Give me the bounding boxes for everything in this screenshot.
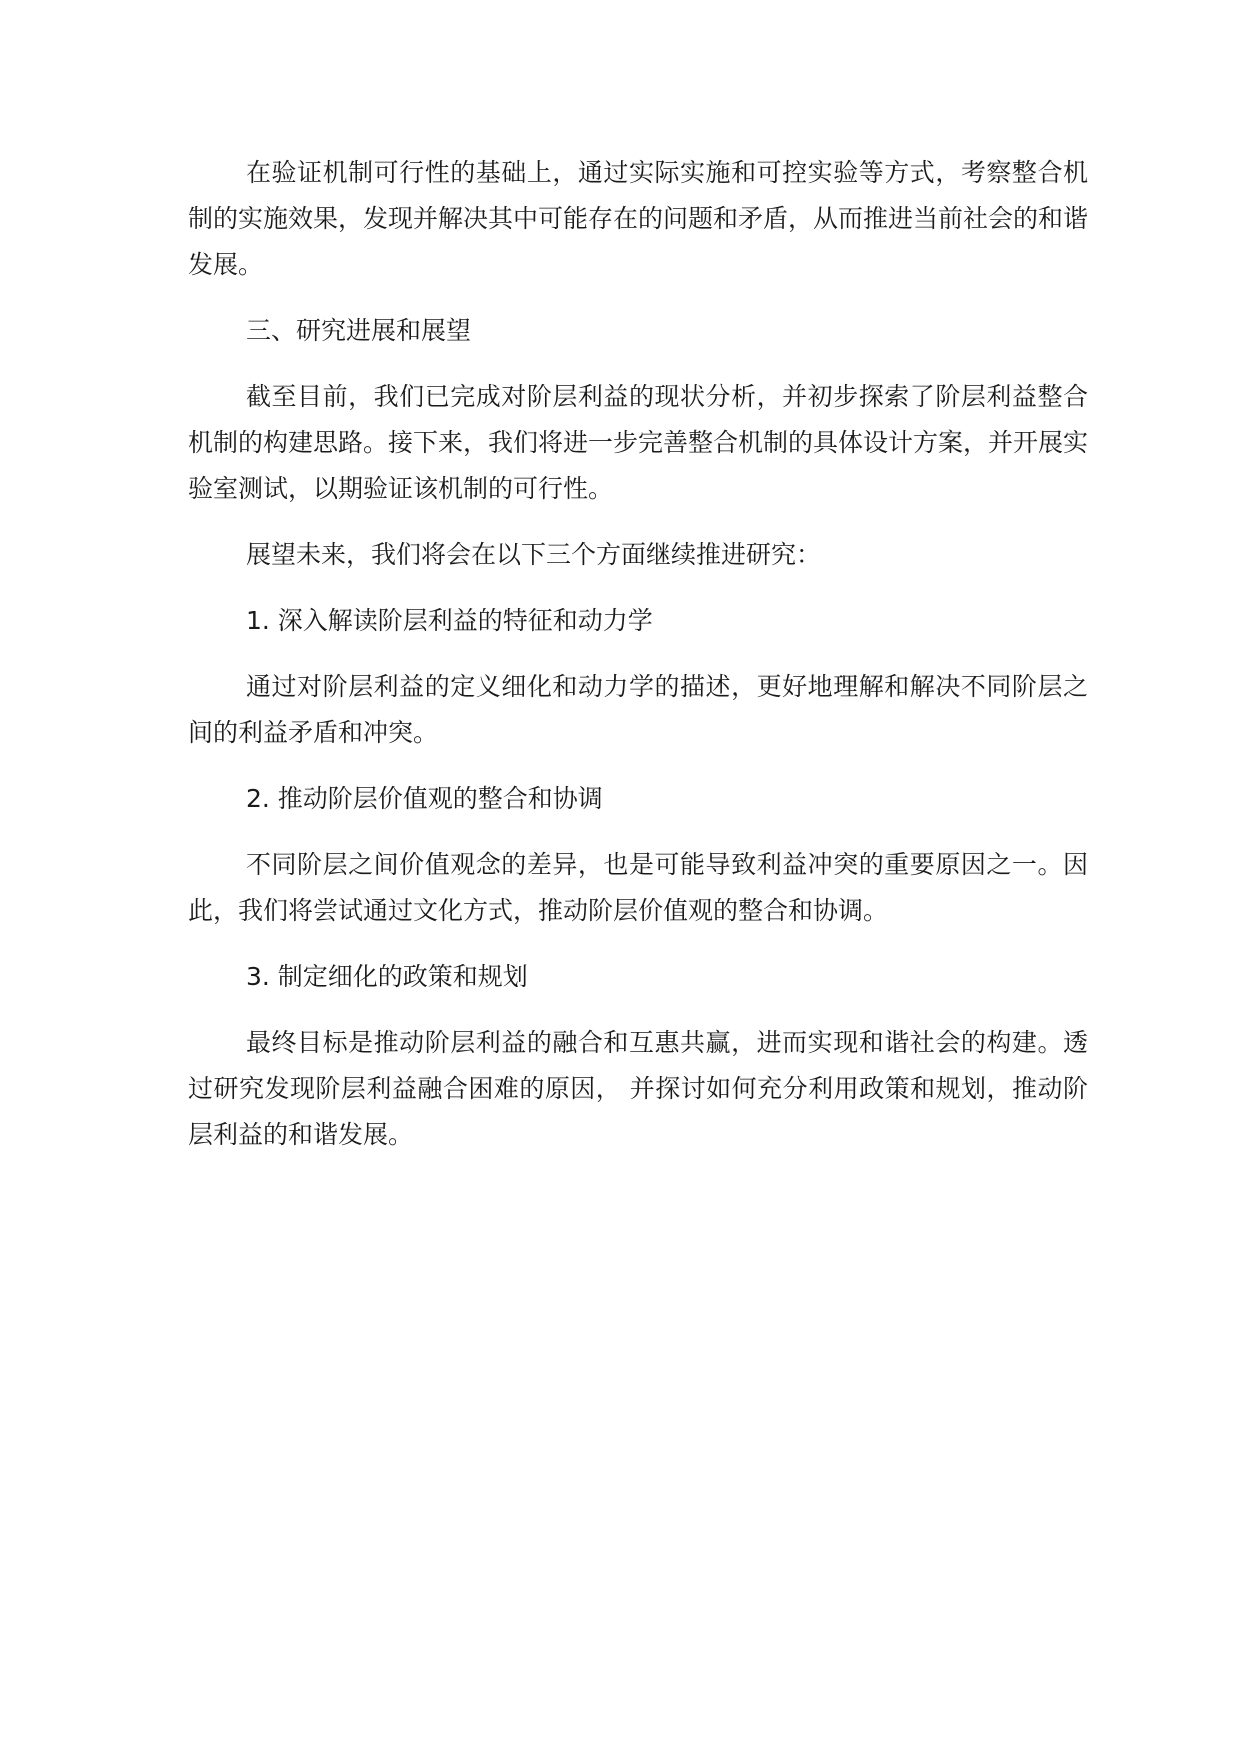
- paragraph-item-1: 通过对阶层利益的定义细化和动力学的描述，更好地理解和解决不同阶层之间的利益矛盾和冲突。: [188, 672, 1088, 747]
- paragraph-item-2: 不同阶层之间价值观念的差异，也是可能导致利益冲突的重要原因之一。因此，我们将尝试通过文化方式，推动阶层价值观的整合和协调。: [188, 850, 1088, 925]
- list-item-heading-1: 1. 深入解读阶层利益的特征和动力学: [246, 606, 653, 635]
- document-body: [188, 150, 1088, 1178]
- paragraph-current-progress: 截至目前，我们已完成对阶层利益的现状分析，并初步探索了阶层利益整合机制的构建思路。接下来，我们将进一步完善整合机制的具体设计方案，并开展实验室测试，以期验证该机制的可行性。: [188, 382, 1089, 503]
- list-item-heading-2: 2. 推动阶层价值观的整合和协调: [246, 784, 603, 813]
- list-item-heading-3: 3. 制定细化的政策和规划: [246, 962, 528, 991]
- paragraph-verification-implementation: 在验证机制可行性的基础上，通过实际实施和可控实验等方式，考察整合机制的实施效果，发现并解决其中可能存在的问题和矛盾，从而推进当前社会的和谐发展。: [188, 158, 1089, 279]
- paragraph-item-3: 最终目标是推动阶层利益的融合和互惠共赢，进而实现和谐社会的构建。透过研究发现阶层利益融合困难的原因， 并探讨如何充分利用政策和规划，推动阶层利益的和谐发展。: [188, 1028, 1088, 1149]
- paragraph-future-outlook: 展望未来，我们将会在以下三个方面继续推进研究：: [246, 540, 822, 569]
- section-heading-progress-outlook: 三、研究进展和展望: [246, 316, 472, 345]
